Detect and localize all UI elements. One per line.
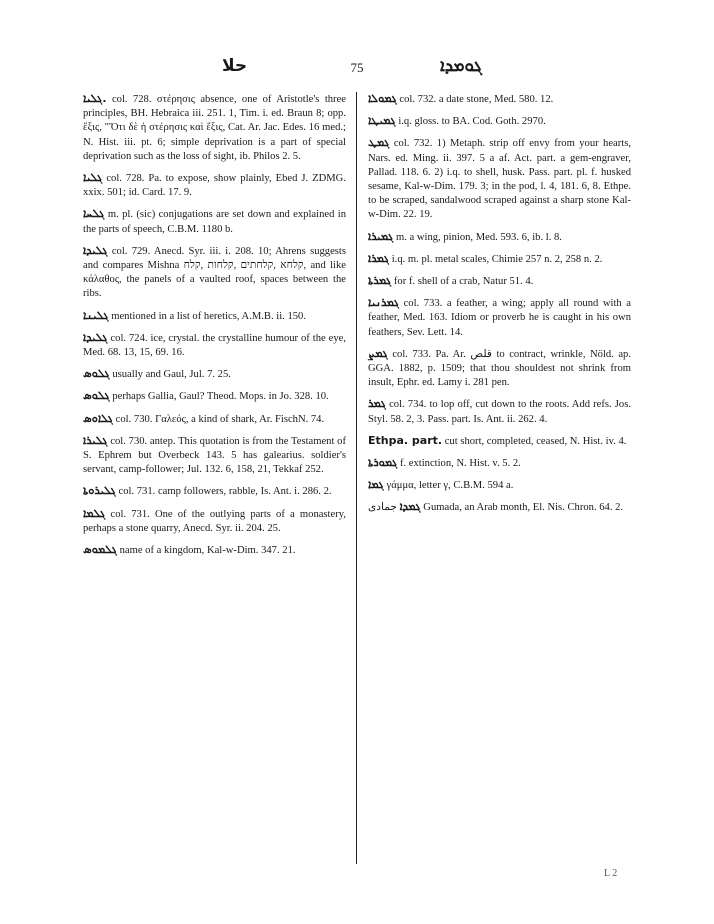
- dictionary-entry: [368, 92, 631, 107]
- entry-text: col. 731. One of the outlying parts of a monastery, perhaps a stone quarry, Anecd. Syr. ii. 204. 25.: [83, 508, 346, 534]
- dictionary-entry: [83, 543, 346, 558]
- running-head-left: حلا: [222, 56, 248, 76]
- entry-text: col. 724. ice, crystal. the crystalline humour of the eye, Med. 68. 13, 15, 69. 16.: [83, 332, 346, 359]
- entry-headword: ܓܠܝܪܐ: [83, 433, 108, 447]
- entry-headword: ܓܡܝܪܐ: [368, 229, 394, 243]
- dictionary-entry: [368, 114, 631, 129]
- dictionary-entry: [368, 434, 631, 449]
- dictionary-entry: [83, 412, 346, 427]
- entry-headword: ܓܠܝܕܐ: [83, 330, 108, 344]
- entry-text: col. 733. Pa. Ar. قلص to contract, wrinkle, Nöld. ap. GGA. 1882, p. 1509; that thou shouldest not shrink from insult, Ephr. ed. Lamy i. 281 pen.: [368, 348, 631, 389]
- entry-text: usually and Gaul, Jul. 7. 25.: [112, 369, 231, 381]
- dictionary-entry: [83, 244, 346, 302]
- entry-headword: ܓܠܝܢܐ: [83, 308, 109, 322]
- dictionary-entry: [83, 484, 346, 499]
- entry-headword: Ethpa. part.: [368, 433, 443, 447]
- entry-text: col. 730. Γαλεός, a kind of shark, Ar. FischN. 74.: [115, 413, 325, 425]
- entry-headword: ܓܡܪܢܝܐ: [368, 296, 400, 310]
- dictionary-entry: [83, 207, 346, 236]
- dictionary-entry: [368, 347, 631, 391]
- entry-text: col. 732. 1) Metaph. strip off envy from your hearts, Nars. ed. Ming. ii. 397. 5 a af. Act. part. a gem-engraver, Pallad. 118. 6. 2) i.q. to shell, husk. Pass. part. pl. f. husked sesame, Kal-w-Dim. 179. 3; in the pod, l. 4, 181. 6, 8. Ethpe. to be scraped, sandalwood scraped against a sharp stone Kal-w-Dim. 22. 19.: [368, 138, 632, 221]
- entry-headword: ܓܠܝܐ: [83, 171, 103, 185]
- running-head-right: ܓܘܡܕܐ: [440, 56, 483, 76]
- entry-headword: ܓܠܡܘܣ: [83, 543, 117, 557]
- dictionary-entry: [368, 478, 631, 493]
- entry-text: mentioned in a list of heretics, A.M.B. ii. 150.: [111, 310, 307, 322]
- dictionary-entry: [83, 389, 346, 404]
- dictionary-entry: [83, 507, 346, 536]
- dictionary-entry: [83, 92, 346, 164]
- entry-headword: ܓܡܘܠܐ: [368, 92, 397, 105]
- entry-headword: ܓܡܛ: [368, 136, 390, 150]
- entry-headword: ܓܠܝܕܐ: [83, 243, 108, 257]
- entry-text: col. 729. Anecd. Syr. iii. i. 208. 10; Ahrens suggests and compares Mishna קלחא ,קלחתים ,קלחות ,קלח, and like κάλαθος, the panels of a vaulted roof, spaces between the ribs.: [83, 245, 346, 300]
- entry-headword: ܓܠܘܣ: [83, 389, 110, 403]
- dictionary-entry: [83, 434, 346, 478]
- dictionary-entry: [368, 230, 631, 245]
- dictionary-entry: [368, 500, 631, 515]
- entry-text: col. 732. a date stone, Med. 580. 12.: [399, 94, 554, 105]
- entry-text: m. a wing, pinion, Med. 593. 6, ib. l. 8.: [395, 231, 562, 243]
- dictionary-entry: [368, 456, 631, 471]
- entry-headword: ܓܡܕܐ: [399, 500, 421, 514]
- entry-headword: ܓܡܨ: [368, 346, 388, 360]
- dictionary-entry: [83, 171, 346, 200]
- entry-text: for f. shell of a crab, Natur 51. 4.: [393, 276, 534, 288]
- left-column: [83, 92, 346, 565]
- entry-text: col. 730. antep. This quotation is from the Testament of S. Ephrem but Overbeck 143. 5 has galearius. soldier's servant, camp-follower; Jul. 132. 6, 158, 21, Tekkaf 252.: [83, 435, 346, 476]
- column-divider: [356, 92, 357, 864]
- dictionary-entry: [83, 367, 346, 382]
- entry-headword: ܓܠܝܪܘܬܐ: [83, 484, 116, 498]
- entry-headword: ܓܠܝܐ.: [83, 92, 107, 105]
- entry-headword: ܓܡܪܐ: [368, 251, 390, 265]
- entry-headword: ܓܠܐܘܣ: [83, 411, 113, 425]
- entry-headword: ܓܡܪ: [368, 397, 386, 411]
- dictionary-entry: [368, 397, 631, 426]
- page-number: 75: [350, 60, 364, 75]
- entry-text: f. extinction, N. Hist. v. 5. 2.: [399, 458, 521, 470]
- entry-text: col. 731. camp followers, rabble, Is. Ant. i. 286. 2.: [118, 486, 332, 498]
- entry-text: cut short, completed, ceased, N. Hist. iv. 4.: [444, 435, 627, 447]
- entry-text: col. 734. to lop off, cut down to the roots. Add refs. Jos. Styl. 58. 2, 3. Pass. part. Is. Ant. ii. 262. 4.: [368, 399, 631, 425]
- entry-text: perhaps Gallia, Gaul? Theod. Mops. in Jo. 328. 10.: [112, 391, 329, 403]
- dictionary-entry: [368, 274, 631, 289]
- entry-text: γάμμα, letter γ, C.B.M. 594 a.: [386, 480, 514, 492]
- entry-text: جمادى Gumada, an Arab month, El. Nis. Chron. 64. 2.: [368, 502, 624, 514]
- entry-text: col. 728. Pa. to expose, show plainly, Ebed J. ZDMG. xxix. 501; id. Card. 17. 9.: [83, 173, 346, 199]
- entry-text: i.q. gloss. to BA. Cod. Goth. 2970.: [398, 116, 546, 128]
- entry-text: name of a kingdom, Kal-w-Dim. 347. 21.: [119, 545, 296, 557]
- entry-headword: ܓܠܡܐ: [83, 506, 106, 520]
- entry-headword: ܓܡܪܬܐ: [368, 274, 392, 288]
- dictionary-entry: [368, 136, 631, 222]
- entry-text: i.q. m. pl. metal scales, Chimie 257 n. 2, 258 n. 2.: [391, 253, 603, 265]
- entry-headword: ܓܡܝܛܐ: [368, 114, 396, 128]
- entry-headword: ܓܡܘܪܬܐ: [368, 456, 398, 470]
- entry-text: col. 733. a feather, a wing; apply all round with a feather, Med. 163. Idiom or proverb he is caught in his own feathers, Sev. Lett. 14.: [368, 298, 631, 338]
- entry-headword: ܓܠܚܐ: [83, 207, 105, 221]
- dictionary-entry: [83, 309, 346, 324]
- dictionary-entry: [83, 331, 346, 360]
- signature-mark: L 2: [604, 868, 618, 879]
- entry-headword: ܓܡܐ: [368, 478, 384, 492]
- dictionary-entry: [368, 296, 631, 340]
- entry-text: col. 728. στέρησις absence, one of Aristotle's three principles, BH. Hebraica iii. 251. 1, Tim. i. ed. Braun 8; opp. ἕξις, "Ὅτι δὲ ἡ στέρησις καὶ ἕξις, Cat. Ar. Jac. Edes. 16 med.; N. Hist. iii. pt. 6; simple deprivation is a part of special deprivation such as the loss of sight, ib. Philos 2. 5.: [83, 94, 346, 162]
- entry-text: m. pl. (sic) conjugations are set down and explained in the parts of speech, C.B.M. 1180 b.: [83, 209, 346, 235]
- dictionary-entry: [368, 252, 631, 267]
- right-column: [368, 92, 631, 523]
- entry-headword: ܓܠܘܣ: [83, 367, 110, 381]
